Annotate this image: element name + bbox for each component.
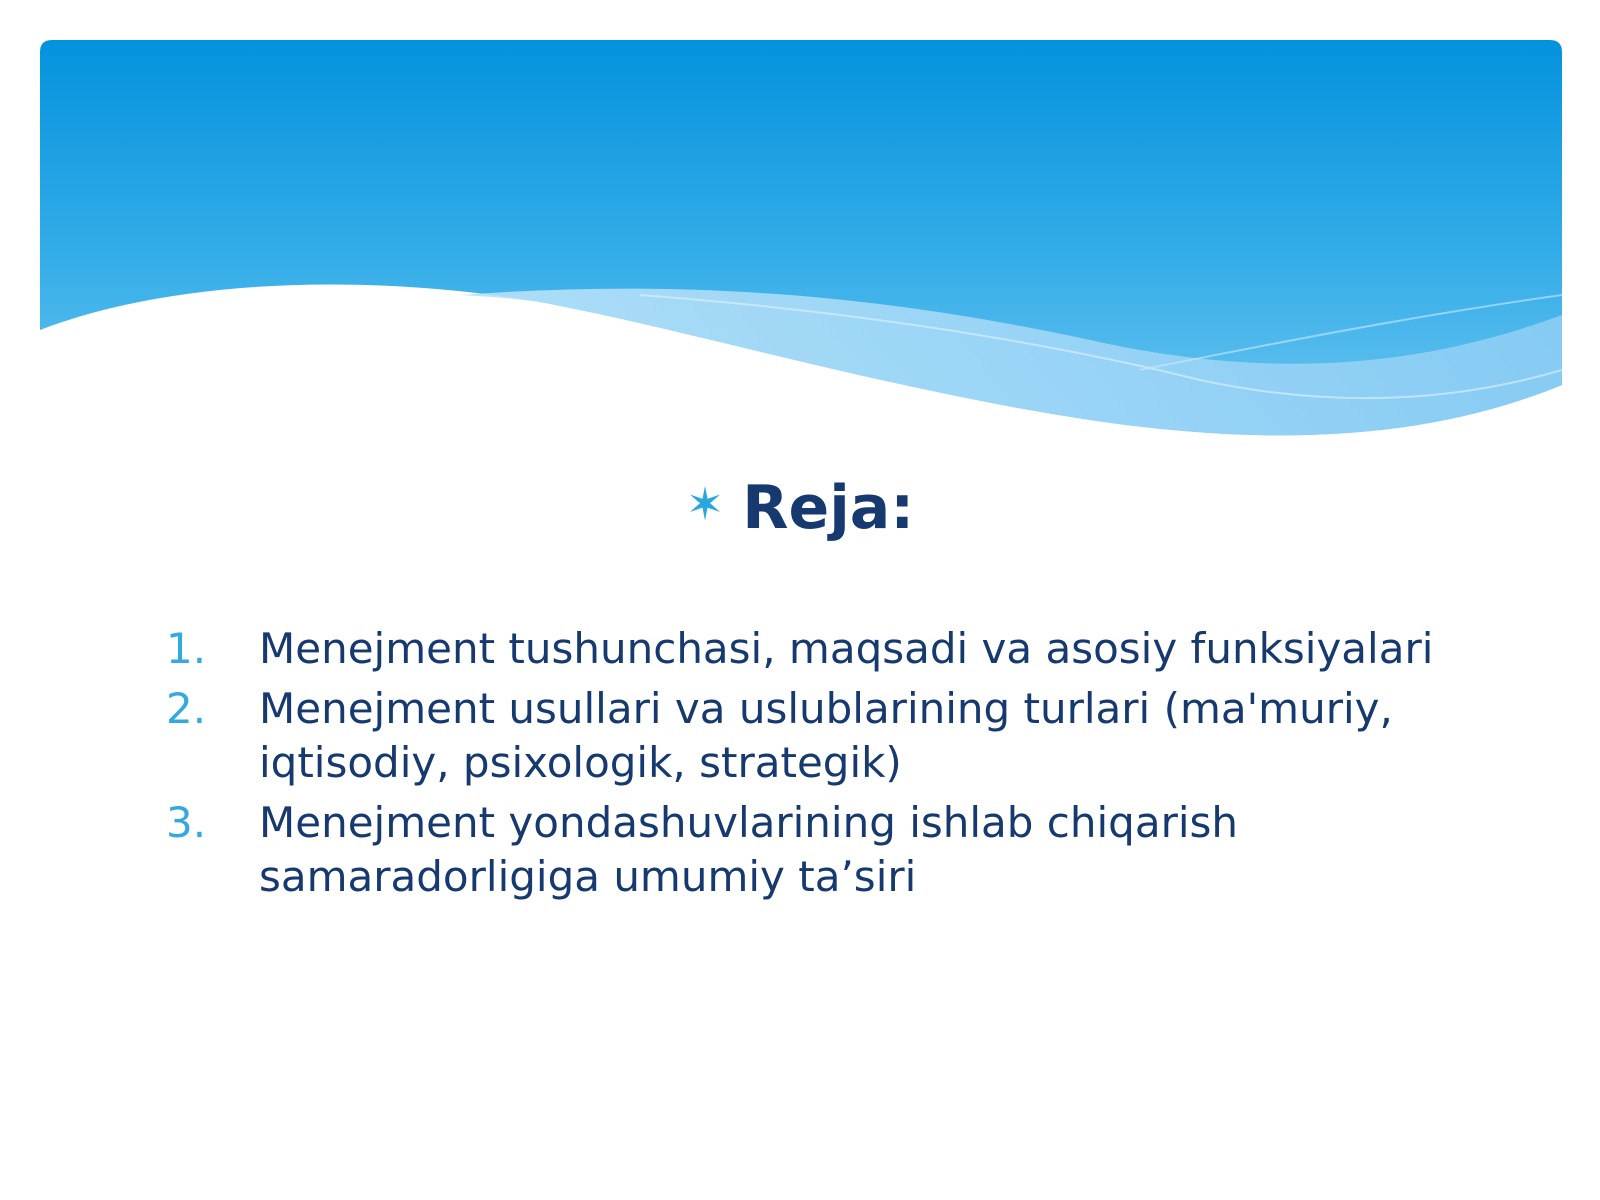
plan-item-text: Menejment tushunchasi, maqsadi va asosiy funksiyalari — [259, 624, 1434, 673]
plan-item-number: 3. — [166, 798, 207, 847]
plan-item-number: 1. — [166, 624, 207, 673]
plan-item — [166, 622, 1466, 676]
plan-item-text: Menejment usullari va uslublarining turlari (ma'muriy, iqtisodiy, psixologik, strategik) — [259, 684, 1393, 787]
title-row — [0, 473, 1600, 543]
header-wave-band — [40, 40, 1562, 450]
slide-title: Reja: — [742, 473, 915, 543]
asterisk-star-icon: ✶ — [685, 477, 725, 531]
plan-item-number: 2. — [166, 684, 207, 733]
plan-item — [166, 682, 1466, 790]
plan-list — [166, 622, 1466, 910]
plan-item-text: Menejment yondashuvlarining ishlab chiqarish samaradorligiga umumiy ta’siri — [259, 798, 1239, 901]
plan-item — [166, 796, 1466, 904]
